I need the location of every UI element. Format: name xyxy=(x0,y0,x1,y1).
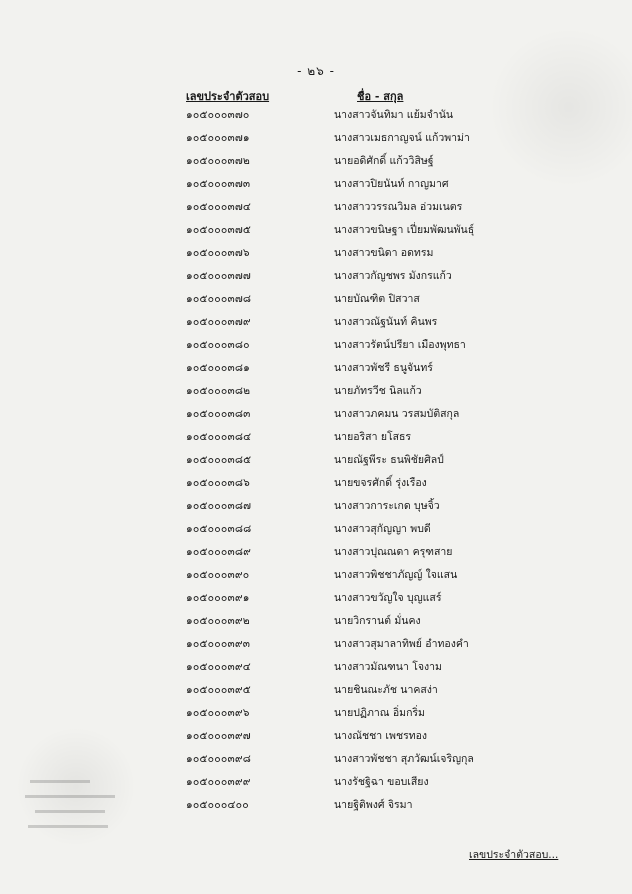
exam-id: ๑๐๕๐๐๐๓๗๕ xyxy=(186,224,252,236)
table-row xyxy=(0,706,632,729)
exam-id: ๑๐๕๐๐๐๓๘๔ xyxy=(186,431,252,443)
table-row xyxy=(0,545,632,568)
candidate-name: นายบัณฑิต ปิสวาส xyxy=(334,293,420,305)
table-row xyxy=(0,591,632,614)
table-row xyxy=(0,637,632,660)
candidate-name: นางสาวรัตน์ปรียา เมืองพุทธา xyxy=(334,339,466,351)
candidate-name: นางสาวพิชชาภัญญ์ ใจแสน xyxy=(334,569,458,581)
candidate-name: นางสาวการะเกด บุษจิ้ว xyxy=(334,500,440,512)
candidate-name: นางสาวสุกัญญา พบดี xyxy=(334,523,431,535)
table-row xyxy=(0,384,632,407)
table-row xyxy=(0,154,632,177)
candidate-name: นายณัฐพีระ ธนพิชัยศิลป์ xyxy=(334,454,444,466)
candidate-name: นางสาวณัฐนันท์ คินพร xyxy=(334,316,438,328)
exam-id: ๑๐๕๐๐๐๓๙๑ xyxy=(186,592,250,604)
candidate-name: นายขจรศักดิ์ รุ่งเรือง xyxy=(334,477,427,489)
exam-id: ๑๐๕๐๐๐๓๘๘ xyxy=(186,523,252,535)
exam-id: ๑๐๕๐๐๐๓๘๙ xyxy=(186,546,252,558)
table-row xyxy=(0,108,632,131)
table-row xyxy=(0,522,632,545)
candidate-name: นายปฏิภาณ อิ่มกริ่ม xyxy=(334,707,425,719)
exam-id: ๑๐๕๐๐๐๓๘๗ xyxy=(186,500,252,512)
table-row xyxy=(0,269,632,292)
table-row xyxy=(0,660,632,683)
table-row xyxy=(0,729,632,752)
table-row xyxy=(0,177,632,200)
table-row xyxy=(0,315,632,338)
candidate-name: นางสาวจันทิมา แย้มจำนัน xyxy=(334,109,454,121)
exam-id: ๑๐๕๐๐๐๓๗๔ xyxy=(186,201,252,213)
table-row xyxy=(0,292,632,315)
exam-id: ๑๐๕๐๐๐๓๘๕ xyxy=(186,454,252,466)
page-number: - ๒๖ - xyxy=(297,64,335,78)
exam-id: ๑๐๕๐๐๐๓๗๓ xyxy=(186,178,251,190)
table-row xyxy=(0,223,632,246)
table-row xyxy=(0,131,632,154)
candidate-name: นางสาวสุมาลาทิพย์ อำทองคำ xyxy=(334,638,469,650)
table-row xyxy=(0,499,632,522)
exam-id: ๑๐๕๐๐๐๓๘๐ xyxy=(186,339,250,351)
candidate-name: นางสาวขนิดา อดทรม xyxy=(334,247,434,259)
exam-id: ๑๐๕๐๐๐๓๙๔ xyxy=(186,661,251,673)
exam-id: ๑๐๕๐๐๐๓๘๒ xyxy=(186,385,251,397)
exam-id: ๑๐๕๐๐๐๓๙๙ xyxy=(186,776,251,788)
table-row xyxy=(0,338,632,361)
candidate-name: นางสาวปิยนันท์ กาญมาศ xyxy=(334,178,449,190)
table-row xyxy=(0,246,632,269)
table-row xyxy=(0,798,632,821)
exam-id: ๑๐๕๐๐๐๓๙๒ xyxy=(186,615,250,627)
candidate-name: นางสาวภคมน วรสมบัติสกุล xyxy=(334,408,460,420)
exam-id: ๑๐๕๐๐๐๔๐๐ xyxy=(186,799,249,811)
table-row xyxy=(0,200,632,223)
candidate-name: นางสาวขนิษฐา เปี่ยมพัฒนพันธุ์ xyxy=(334,224,475,236)
candidate-name: นางสาวขวัญใจ บุญแสร์ xyxy=(334,592,442,604)
exam-id: ๑๐๕๐๐๐๓๘๓ xyxy=(186,408,251,420)
exam-id: ๑๐๕๐๐๐๓๙๘ xyxy=(186,753,252,765)
candidate-list xyxy=(0,108,632,821)
column-header-exam-id: เลขประจำตัวสอบ xyxy=(186,90,270,103)
candidate-name: นางสาวมัณฑนา โจงาม xyxy=(334,661,442,673)
table-row xyxy=(0,430,632,453)
candidate-name: นางณัชชา เพชรทอง xyxy=(334,730,428,742)
candidate-name: นายอดิศักดิ์ แก้ววิสิษฐ์ xyxy=(334,155,434,167)
candidate-name: นายฐิติพงศ์ จิรมา xyxy=(334,799,413,811)
exam-id: ๑๐๕๐๐๐๓๗๒ xyxy=(186,155,251,167)
exam-id: ๑๐๕๐๐๐๓๙๓ xyxy=(186,638,251,650)
exam-id: ๑๐๕๐๐๐๓๗๑ xyxy=(186,132,250,144)
column-header-name: ชื่อ - สกุล xyxy=(357,90,404,103)
table-row xyxy=(0,775,632,798)
candidate-name: นางสาวพัชรี ธนูจันทร์ xyxy=(334,362,433,374)
table-row xyxy=(0,407,632,430)
candidate-name: นางสาวเมธกาญจน์ แก้วพาม่า xyxy=(334,132,470,144)
table-row xyxy=(0,361,632,384)
exam-id: ๑๐๕๐๐๐๓๗๐ xyxy=(186,109,250,121)
exam-id: ๑๐๕๐๐๐๓๙๐ xyxy=(186,569,250,581)
exam-id: ๑๐๕๐๐๐๓๙๗ xyxy=(186,730,251,742)
candidate-name: นายวิกรานต์ มั่นคง xyxy=(334,615,421,627)
candidate-name: นางสาวพัชชา สุภวัฒน์เจริญกุล xyxy=(334,753,474,765)
exam-id: ๑๐๕๐๐๐๓๙๖ xyxy=(186,707,250,719)
exam-id: ๑๐๕๐๐๐๓๙๕ xyxy=(186,684,251,696)
candidate-name: นางสาวกัญชพร มังกรแก้ว xyxy=(334,270,452,282)
candidate-name: นางสาวปุณณดา ครุฑสาย xyxy=(334,546,453,558)
table-row xyxy=(0,683,632,706)
exam-id: ๑๐๕๐๐๐๓๗๗ xyxy=(186,270,252,282)
table-row xyxy=(0,453,632,476)
continued-footer: เลขประจำตัวสอบ... xyxy=(469,849,559,861)
table-row xyxy=(0,752,632,775)
exam-id: ๑๐๕๐๐๐๓๗๘ xyxy=(186,293,252,305)
exam-id: ๑๐๕๐๐๐๓๗๙ xyxy=(186,316,251,328)
exam-id: ๑๐๕๐๐๐๓๘๖ xyxy=(186,477,250,489)
candidate-name: นายภัทรวีช นิลแก้ว xyxy=(334,385,422,397)
table-row xyxy=(0,476,632,499)
table-row xyxy=(0,568,632,591)
candidate-name: นายชินณะภัช นาคสง่า xyxy=(334,684,438,696)
candidate-name: นายอริสา ยโสธร xyxy=(334,431,412,443)
candidate-name: นางสาววรรณวิมล อ่วมเนตร xyxy=(334,201,463,213)
exam-id: ๑๐๕๐๐๐๓๗๖ xyxy=(186,247,250,259)
candidate-name: นางรัชฐิฉา ขอบเสียง xyxy=(334,776,429,788)
exam-id: ๑๐๕๐๐๐๓๘๑ xyxy=(186,362,250,374)
table-row xyxy=(0,614,632,637)
